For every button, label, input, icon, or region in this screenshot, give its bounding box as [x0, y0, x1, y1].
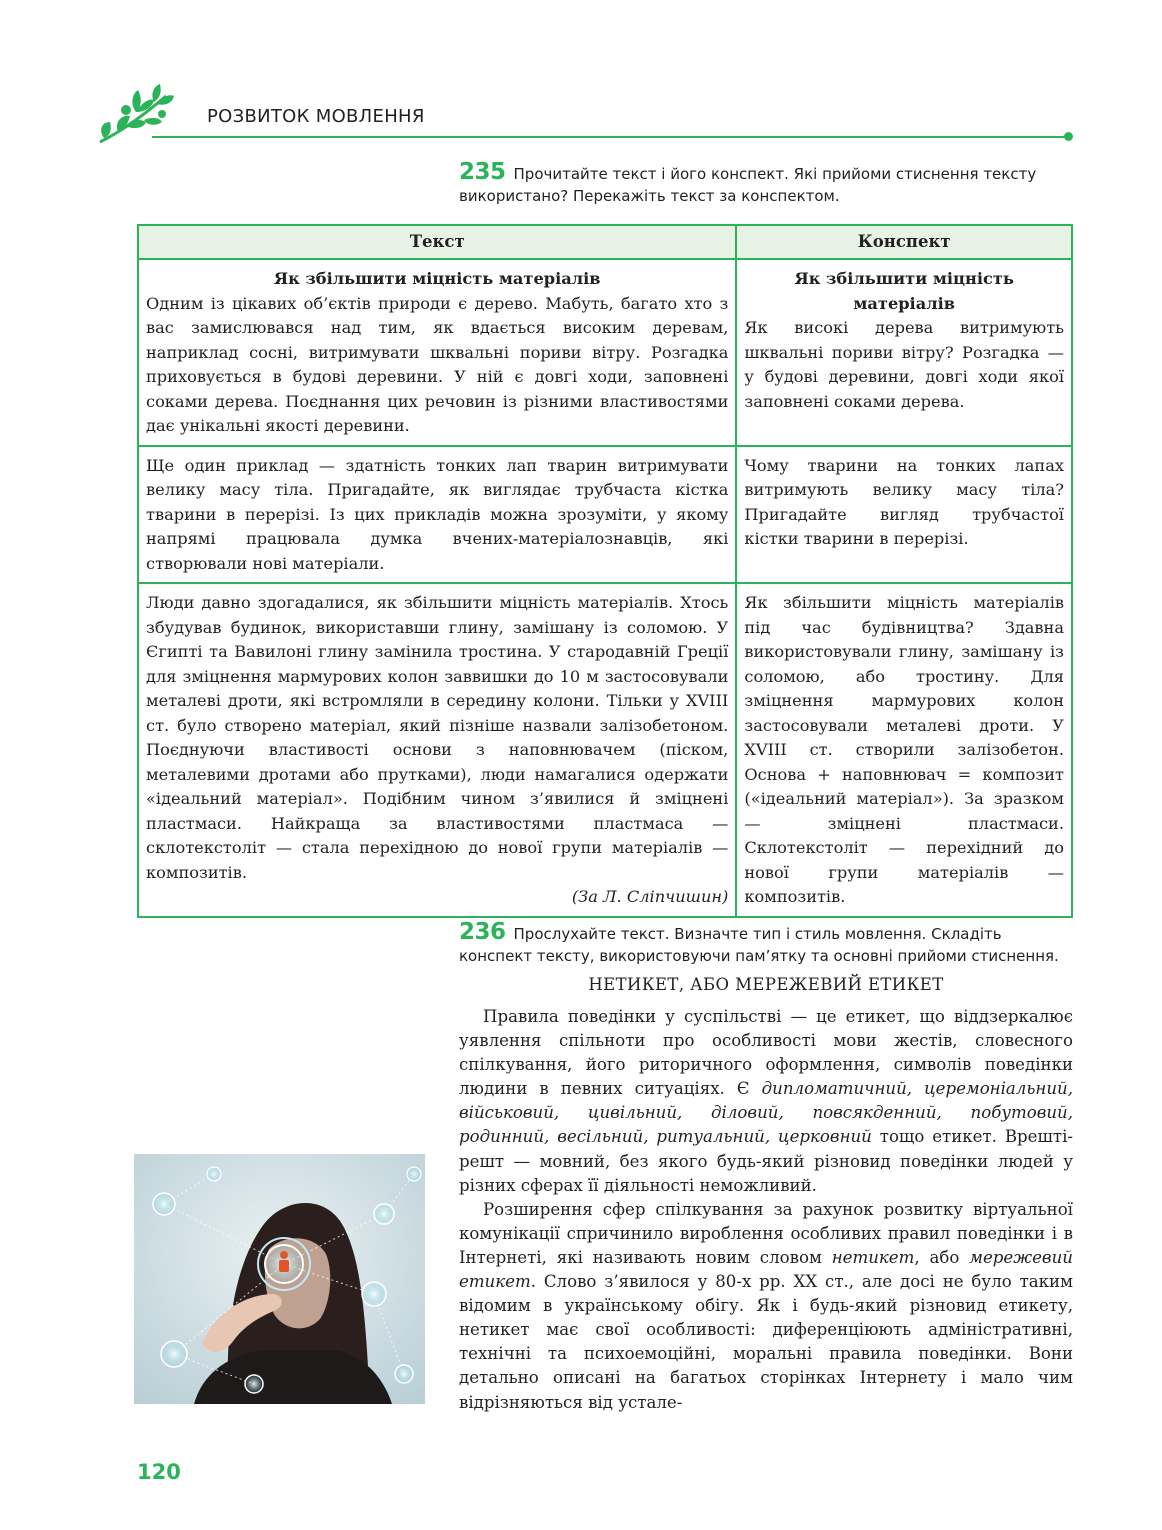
exercise-235	[459, 161, 1073, 207]
text-title: Як збільшити міцність матеріалів	[273, 269, 601, 288]
section-title: РОЗВИТОК МОВЛЕННЯ	[207, 106, 425, 127]
article-paragraph: Розширення сфер спілкування за рахунок розвитку віртуальної комунікації спричинило вироблення особливих правил поведінки і в Інтернеті, які називають новим словом нетикет, або мережевий етикет. Слово з’явилося у 80-х рр. XX ст., але досі не було таким відомим в українському обігу. Як і будь-який різновид етикету, нетикет має свої особливості: диференціюють адміністративні, технічні та психоемоційні, моральні правила поведінки. Вони детально описані на багатьох сторінках Інтернету і мало чим відрізняються від устале-	[459, 1199, 1073, 1412]
text-summary-table	[137, 224, 1073, 918]
exercise-instruction: Прочитайте текст і його конспект. Які прийоми стиснення тексту використано? Перекажіть текст за конспектом.	[459, 165, 1037, 205]
exercise-instruction: Прослухайте текст. Визначте тип і стиль мовлення. Складіть конспект тексту, використовуючи пам’ятку та основні прийоми стиснення.	[459, 925, 1059, 965]
page-number: 120	[137, 1460, 181, 1484]
text-paragraph: Ще один приклад — здатність тонких лап тварин витримувати велику масу тіла. Пригадайте, як виглядає трубчаста кістка тварини в перерізі. Із цих прикладів можна зрозуміти, у якому напрямі працювала думка вчених-матеріалознавців, які створювали нові матеріали.	[146, 455, 729, 573]
article-paragraph: Правила поведінки у суспільстві — це етикет, що віддзеркалює уявлення спільноти про особливості мови жестів, словесного спілкування, його риторичного оформлення, символів поведінки людини в певних ситуаціях. Є дипломатичний, церемоніальний, військовий, цивільний, діловий, повсякденний, побутовий, родинний, весільний, ритуальний, церковний тощо етикет. Врешті-решт — мовний, без якого будь-який різновид поведінки людей у різних сферах її діяльності неможливий.	[459, 1007, 1073, 1195]
summary-cell	[736, 583, 1072, 917]
table-header-row	[138, 225, 1072, 259]
summary-paragraph: Як високі дерева витримують шквальні пориви вітру? Розгадка — у будові деревини, довгі ходи якої заповнені соками дерева.	[744, 318, 1064, 411]
text-source: (За Л. Сліпчишин)	[571, 887, 729, 906]
table-row	[138, 259, 1072, 446]
article-title: НЕТИКЕТ, АБО МЕРЕЖЕВИЙ ЕТИКЕТ	[588, 975, 944, 994]
header-divider-dot	[1064, 132, 1073, 141]
text-paragraph: Люди давно здогадалися, як збільшити міцність матеріалів. Хтось збудував будинок, використавши глину, замішану із соломою. У Єгипті та Вавилоні глину замінила тростина. У стародавній Греції для зміцнення мармурових колон заввишки до 10 м застосовували металеві дроти, які встромляли в середину колони. Тільки у XVIII ст. було створено матеріал, який пізніше назвали залізобетоном. Поєднуючи властивості основи з наповнювачем (піском, металевими дротами або прутками), люди намагалися одержати «ідеальний матеріал». Подібним чином з’явилися й зміцнені пластмаси. Найкраща за властивостями пластмаса — склотекстоліт — стала перехідною до нової групи матеріалів — композитів.	[146, 593, 729, 882]
summary-paragraph: Чому тварини на тонких лапах витримують велику масу тіла? Пригадайте вигляд трубчастої кістки тварини в перерізі.	[744, 455, 1064, 548]
header-divider	[152, 136, 1068, 138]
summary-paragraph: Як збільшити міцність матеріалів під час будівництва? Здавна використовували глину, замішану із соломою, або тростину. Для зміцнення мармурових колон застосовували металеві дроти. У XVIII ст. створили залізобетон. Основа + наповнювач = композит («ідеальний матеріал»). За зразком — зміцнені пластмаси. Склотекстоліт — перехідний до нової групи матеріалів — композитів.	[744, 593, 1064, 906]
table-row	[138, 583, 1072, 917]
person-icon	[279, 1251, 289, 1272]
summary-cell	[736, 259, 1072, 446]
column-header-text: Текст	[138, 225, 736, 259]
text-cell	[138, 446, 736, 584]
text-cell	[138, 259, 736, 446]
flower-sprig-icon	[96, 82, 176, 148]
text-cell	[138, 583, 736, 917]
exercise-236	[459, 921, 1073, 967]
table-row	[138, 446, 1072, 584]
exercise-number: 235	[459, 159, 506, 185]
summary-title: Як збільшити міцність матеріалів	[794, 269, 1014, 313]
column-header-summary: Конспект	[736, 225, 1072, 259]
exercise-number: 236	[459, 919, 506, 945]
article-body	[459, 1005, 1073, 1415]
text-paragraph: Одним із цікавих об’єктів природи є дерево. Мабуть, багато хто з вас замислювався над тим, як вдається високим деревам, наприклад сосні, витримувати шквальні пориви вітру. Розгадка приховується в будові деревини. У ній є довгі ходи, заповнені соками дерева. Поєднання цих речовин із різними властивостями дає унікальні якості деревини.	[146, 293, 729, 435]
network-illustration-image	[134, 1154, 425, 1404]
summary-cell	[736, 446, 1072, 584]
